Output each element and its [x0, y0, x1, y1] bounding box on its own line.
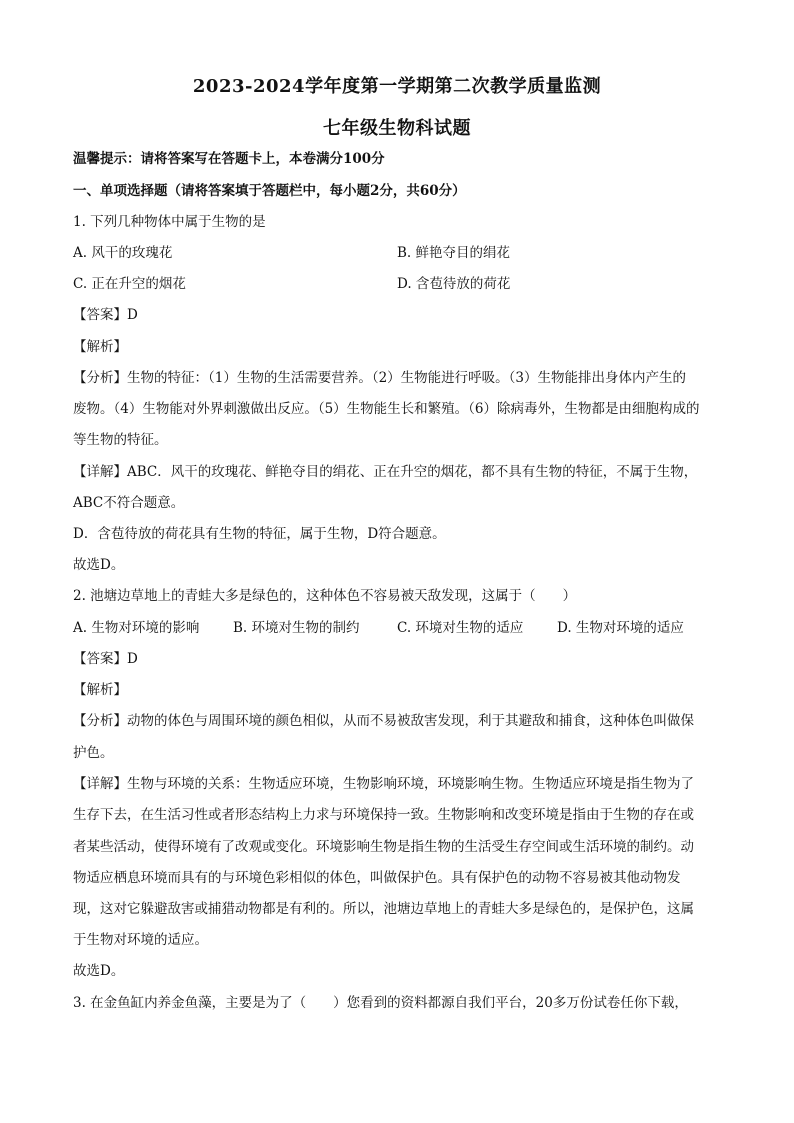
q1-option-b: B. 鲜艳夺目的绢花	[397, 245, 511, 261]
q1-fenxi-line: 等生物的特征。	[73, 432, 168, 448]
q2-detail-line: 者某些活动，使得环境有了改观或变化。环境影响生物是指生物的生活受生存空间或生活环境的制约。动	[73, 839, 694, 855]
q1-stem: 1. 下列几种物体中属于生物的是	[73, 214, 266, 230]
q2-stem: 2. 池塘边草地上的青蛙大多是绿色的，这种体色不容易被天敌发现，这属于（ ）	[73, 588, 577, 604]
notice: 温馨提示：请将答案写在答题卡上，本卷满分100分	[73, 151, 385, 167]
q1-fenxi-line: 【分析】生物的特征：（1）生物的生活需要营养。（2）生物能进行呼吸。（3）生物能排出身体内产生的	[73, 370, 687, 386]
section-heading: 一、单项选择题（请将答案填于答题栏中，每小题2分，共60分）	[73, 183, 466, 199]
page-subtitle: 七年级生物科试题	[323, 118, 471, 139]
q2-fenxi-line: 护色。	[73, 745, 114, 761]
q2-option-b: B. 环境对生物的制约	[233, 620, 360, 636]
q1-answer: 【答案】D	[73, 307, 138, 323]
q2-option-d: D. 生物对环境的适应	[557, 620, 684, 636]
q1-fenxi-line: 废物。（4）生物能对外界刺激做出反应。（5）生物能生长和繁殖。（6）除病毒外，生物都是由细胞构成的	[73, 401, 700, 417]
q1-option-d: D. 含苞待放的荷花	[397, 276, 511, 292]
q2-analysis-label: 【解析】	[73, 682, 127, 698]
q2-detail-line: 生存下去，在生活习性或者形态结构上力求与环境保持一致。生物影响和改变环境是指由于生物的存在或	[73, 807, 694, 823]
q2-answer: 【答案】D	[73, 651, 138, 667]
q1-detail-line: ABC不符合题意。	[73, 495, 185, 511]
q2-fenxi-line: 【分析】动物的体色与周围环境的颜色相似，从而不易被敌害发现，利于其避敌和捕食，这种体色叫做保	[73, 713, 694, 729]
q2-option-a: A. 生物对环境的影响	[73, 620, 200, 636]
page-title: 2023-2024学年度第一学期第二次教学质量监测	[192, 76, 602, 97]
q1-option-c: C. 正在升空的烟花	[73, 276, 186, 292]
q1-conclusion: 故选D。	[73, 557, 125, 573]
q2-detail-line: 【详解】生物与环境的关系：生物适应环境，生物影响环境，环境影响生物。生物适应环境是指生物为了	[73, 776, 694, 792]
q3-stem: 3. 在金鱼缸内养金鱼藻，主要是为了（ ）您看到的资料都源自我们平台，20多万份试卷任你下载，	[73, 995, 688, 1011]
q2-detail-line: 于生物对环境的适应。	[73, 932, 208, 948]
q1-detail-line: D．含苞待放的荷花具有生物的特征，属于生物，D符合题意。	[73, 526, 446, 542]
q1-option-a: A. 风干的玫瑰花	[73, 245, 173, 261]
q1-detail-line: 【详解】ABC．风干的玫瑰花、鲜艳夺目的绢花、正在升空的烟花，都不具有生物的特征，不属于生物，	[73, 464, 698, 480]
q2-option-c: C. 环境对生物的适应	[397, 620, 524, 636]
q1-analysis-label: 【解析】	[73, 339, 127, 355]
q2-conclusion: 故选D。	[73, 963, 125, 979]
q2-detail-line: 物适应栖息环境而具有的与环境色彩相似的体色，叫做保护色。具有保护色的动物不容易被其他动物发	[73, 870, 681, 886]
q2-detail-line: 现，这对它躲避敌害或捕猎动物都是有利的。所以，池塘边草地上的青蛙大多是绿色的，是保护色，这属	[73, 901, 694, 917]
